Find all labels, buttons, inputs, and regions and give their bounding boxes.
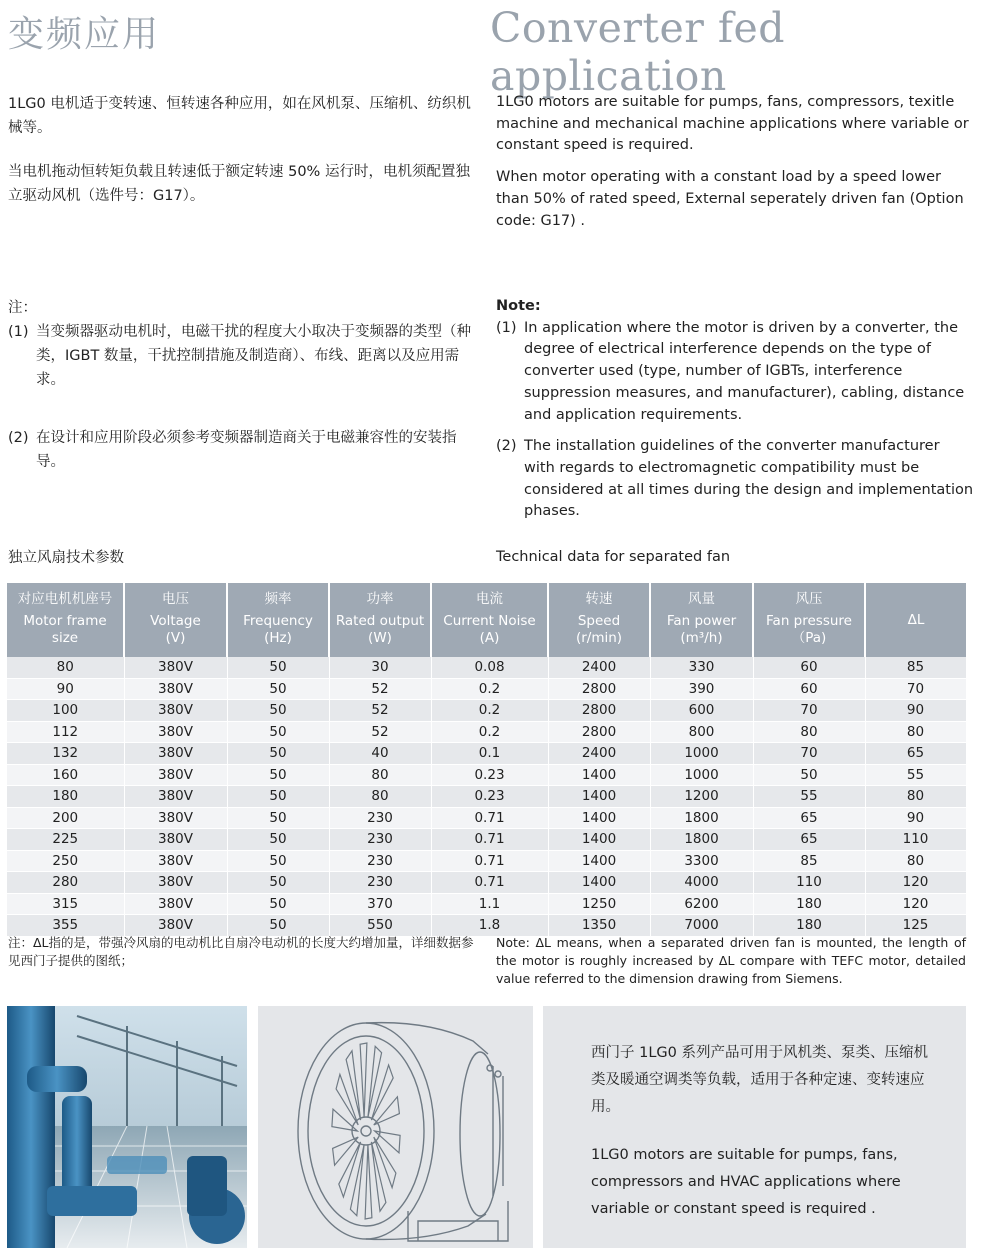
table-cell: 1400 [548, 850, 650, 872]
table-cell: 380V [124, 872, 227, 894]
table-cell: 65 [753, 807, 865, 829]
notes-cn-heading: 注： [8, 300, 37, 316]
industrial-pump-photo [7, 1006, 247, 1248]
table-cell: 0.23 [431, 764, 548, 786]
table-cell: 60 [753, 678, 865, 700]
application-info-en: 1LG0 motors are suitable for pumps, fans, compressors and HVAC applications where variable or constant speed is required . [591, 1147, 901, 1217]
page-title-cn: 变频应用 [8, 14, 161, 55]
column-header: 频率 Frequency (Hz) [227, 583, 329, 657]
note-number: (2) [496, 438, 517, 455]
column-header: 功率 Rated output (W) [329, 583, 431, 657]
table-cell: 1250 [548, 893, 650, 915]
table-row [7, 807, 966, 829]
table-row [7, 657, 966, 678]
table-cell: 6200 [650, 893, 753, 915]
footnote-cn: 注：ΔL指的是，带强冷风扇的电动机比自扇冷电动机的长度大约增加量，详细数据参见西门子提供的图纸； [8, 935, 474, 968]
table-cell: 230 [329, 850, 431, 872]
intro-en-paragraph-2: When motor operating with a constant load by a speed lower than 50% of rated speed, External seperately driven fan (Option code: G17) . [496, 169, 964, 229]
table-cell: 1800 [650, 807, 753, 829]
table-cell: 110 [753, 872, 865, 894]
table-cell: 52 [329, 700, 431, 722]
notes-cn-item-1 [8, 320, 478, 392]
notes-cn [8, 296, 478, 474]
fan-blades [332, 1043, 400, 1219]
table-cell: 380V [124, 678, 227, 700]
table-cell: 80 [865, 850, 966, 872]
table-cell: 600 [650, 700, 753, 722]
table-cell: 110 [865, 829, 966, 851]
table-cell: 65 [753, 829, 865, 851]
fan-spec-table [7, 583, 967, 937]
table-cell: 55 [865, 764, 966, 786]
table-cell: 50 [227, 872, 329, 894]
table-cell: 1400 [548, 786, 650, 808]
table-cell: 112 [7, 721, 124, 743]
table-cell: 0.2 [431, 678, 548, 700]
table-row [7, 700, 966, 722]
table-cell: 160 [7, 764, 124, 786]
table-cell: 70 [753, 743, 865, 765]
fan-blade [336, 1074, 358, 1125]
footnote-en: Note: ΔL means, when a separated driven fan is mounted, the length of the motor is roughly increased by ΔL compare with TEFC motor, detailed value referred to the dimension drawing from Siemens. [496, 935, 966, 986]
table-cell: 52 [329, 678, 431, 700]
table-cell: 2800 [548, 678, 650, 700]
intro-en [496, 92, 974, 232]
pump-room-illustration [7, 1006, 247, 1248]
table-cell: 1.8 [431, 915, 548, 937]
table-cell: 380V [124, 764, 227, 786]
table-cell: 0.2 [431, 721, 548, 743]
table-cell: 120 [865, 872, 966, 894]
table-cell: 60 [753, 657, 865, 678]
table-cell: 120 [865, 893, 966, 915]
note-text: 当变频器驱动电机时，电磁干扰的程度大小取决于变频器的类型（种类，IGBT 数量，干扰控制措施及制造商）、布线、距离以及应用需求。 [36, 324, 471, 388]
table-cell: 80 [329, 786, 431, 808]
note-text: 在设计和应用阶段必须参考变频器制造商关于电磁兼容性的安装指导。 [36, 430, 457, 470]
intro-en-paragraph-1: 1LG0 motors are suitable for pumps, fans, compressors, texitle machine and mechanical machine applications where variable or constant speed is required. [496, 94, 969, 154]
table-cell: 132 [7, 743, 124, 765]
table-row [7, 850, 966, 872]
table-cell: 50 [227, 829, 329, 851]
table-body [7, 657, 966, 936]
table-cell: 1400 [548, 872, 650, 894]
table-row [7, 915, 966, 937]
table-cell: 370 [329, 893, 431, 915]
table-cell: 1.1 [431, 893, 548, 915]
table-cell: 380V [124, 807, 227, 829]
table-header-row [7, 583, 966, 657]
table-cell: 380V [124, 915, 227, 937]
notes-en-heading: Note: [496, 298, 541, 314]
table-cell: 50 [227, 915, 329, 937]
fan-blade [368, 1046, 382, 1117]
table-cell: 50 [227, 657, 329, 678]
table-cell: 2800 [548, 700, 650, 722]
table-cell: 50 [227, 678, 329, 700]
table-cell: 380V [124, 786, 227, 808]
table-row [7, 678, 966, 700]
table-cell: 80 [753, 721, 865, 743]
table-cell: 180 [753, 915, 865, 937]
application-info-cn: 西门子 1LG0 系列产品可用于风机类、泵类、压缩机类及暖通空调类等负载，适用于各种定速、变转速应用。 [591, 1045, 928, 1115]
table-cell: 2800 [548, 721, 650, 743]
table-cell: 50 [227, 850, 329, 872]
table-cell: 550 [329, 915, 431, 937]
table-cell: 50 [227, 764, 329, 786]
column-header: ΔL [865, 583, 966, 657]
application-info-panel [543, 1006, 966, 1248]
table-cell: 0.71 [431, 829, 548, 851]
table-row [7, 786, 966, 808]
table-cell: 90 [865, 700, 966, 722]
table-cell: 1800 [650, 829, 753, 851]
column-header: 风量 Fan power (m³/h) [650, 583, 753, 657]
intro-cn [8, 92, 478, 208]
table-cell: 52 [329, 721, 431, 743]
table-cell: 1400 [548, 829, 650, 851]
table-cell: 30 [329, 657, 431, 678]
table-cell: 225 [7, 829, 124, 851]
table-cell: 1000 [650, 764, 753, 786]
note-number: (2) [8, 430, 29, 446]
table-cell: 4000 [650, 872, 753, 894]
table-cell: 1000 [650, 743, 753, 765]
table-cell: 180 [7, 786, 124, 808]
table-cell: 0.71 [431, 807, 548, 829]
notes-cn-item-2 [8, 426, 478, 474]
table-cell: 50 [227, 807, 329, 829]
notes-en-item-2 [496, 436, 974, 523]
table-cell: 380V [124, 657, 227, 678]
fan-blade [365, 1145, 372, 1219]
column-header: 风压 Fan pressure （Pa) [753, 583, 865, 657]
fan-blade [374, 1137, 396, 1188]
table-cell: 80 [329, 764, 431, 786]
table-cell: 55 [753, 786, 865, 808]
table-cell: 1400 [548, 764, 650, 786]
table-cell: 80 [7, 657, 124, 678]
table-row [7, 743, 966, 765]
table-row [7, 829, 966, 851]
fan-blade [360, 1043, 367, 1117]
table-cell: 1350 [548, 915, 650, 937]
table-cell: 380V [124, 850, 227, 872]
table-cell: 230 [329, 829, 431, 851]
table-cell: 330 [650, 657, 753, 678]
intro-cn-paragraph-2: 当电机拖动恒转矩负载且转速低于额定转速 50% 运行时，电机须配置独立驱动风机（选件号：G17）。 [8, 164, 470, 204]
fan-blade [350, 1145, 364, 1216]
axial-fan-drawing [258, 1006, 533, 1248]
table-cell: 85 [865, 657, 966, 678]
table-cell: 230 [329, 872, 431, 894]
table-cell: 7000 [650, 915, 753, 937]
note-text: In application where the motor is driven by a converter, the degree of electrical interference depends on the type of converter used (type, number of IGBTs, interference suppression measures, and manufacturer), cabling, distance and application requirements. [524, 319, 965, 423]
note-text: The installation guidelines of the converter manufacturer with regards to electromagnetic compatibility must be considered at all times during the design and implementation phases. [524, 438, 974, 520]
table-cell: 250 [7, 850, 124, 872]
table-cell: 0.1 [431, 743, 548, 765]
table-cell: 2400 [548, 743, 650, 765]
table-cell: 0.08 [431, 657, 548, 678]
table-cell: 355 [7, 915, 124, 937]
table-caption-cn: 独立风扇技术参数 [8, 550, 124, 566]
table-cell: 90 [865, 807, 966, 829]
table-cell: 380V [124, 829, 227, 851]
table-cell: 125 [865, 915, 966, 937]
table-cell: 0.2 [431, 700, 548, 722]
table-cell: 80 [865, 721, 966, 743]
table-row [7, 764, 966, 786]
table-cell: 50 [227, 786, 329, 808]
column-header: 电流 Current Noise (A) [431, 583, 548, 657]
table-cell: 800 [650, 721, 753, 743]
fan-blade [371, 1065, 393, 1120]
table-cell: 65 [865, 743, 966, 765]
table-cell: 70 [865, 678, 966, 700]
table-cell: 200 [7, 807, 124, 829]
table-cell: 70 [753, 700, 865, 722]
note-number: (1) [496, 319, 517, 336]
notes-en-item-1 [496, 318, 974, 427]
intro-cn-paragraph-1: 1LG0 电机适于变转速、恒转速各种应用，如在风机泵、压缩机、纺织机械等。 [8, 96, 471, 136]
table-cell: 40 [329, 743, 431, 765]
fan-drawing-panel [258, 1006, 533, 1248]
table-cell: 0.71 [431, 872, 548, 894]
table-cell: 0.23 [431, 786, 548, 808]
table-cell: 0.71 [431, 850, 548, 872]
table-cell: 380V [124, 893, 227, 915]
table-caption-en: Technical data for separated fan [496, 549, 731, 565]
table-cell: 3300 [650, 850, 753, 872]
column-header: 电压 Voltage (V) [124, 583, 227, 657]
table-cell: 380V [124, 700, 227, 722]
table-cell: 180 [753, 893, 865, 915]
table-cell: 50 [227, 700, 329, 722]
table-row [7, 721, 966, 743]
table-cell: 315 [7, 893, 124, 915]
table-cell: 50 [227, 721, 329, 743]
table-cell: 50 [753, 764, 865, 786]
column-header: 转速 Speed (r/min) [548, 583, 650, 657]
table-cell: 2400 [548, 657, 650, 678]
column-header: 对应电机机座号 Motor frame size [7, 583, 124, 657]
fan-blade [339, 1142, 361, 1197]
table-cell: 50 [227, 893, 329, 915]
table-cell: 80 [865, 786, 966, 808]
notes-en [496, 296, 974, 523]
table-cell: 380V [124, 743, 227, 765]
table-cell: 230 [329, 807, 431, 829]
table-cell: 85 [753, 850, 865, 872]
note-number: (1) [8, 324, 29, 340]
table-cell: 50 [227, 743, 329, 765]
table-cell: 390 [650, 678, 753, 700]
table-cell: 280 [7, 872, 124, 894]
table-cell: 1400 [548, 807, 650, 829]
table-cell: 380V [124, 721, 227, 743]
table-row [7, 893, 966, 915]
table-cell: 90 [7, 678, 124, 700]
table-cell: 1200 [650, 786, 753, 808]
page-title-en: Converter fed application [490, 4, 786, 100]
table-row [7, 872, 966, 894]
table-cell: 100 [7, 700, 124, 722]
